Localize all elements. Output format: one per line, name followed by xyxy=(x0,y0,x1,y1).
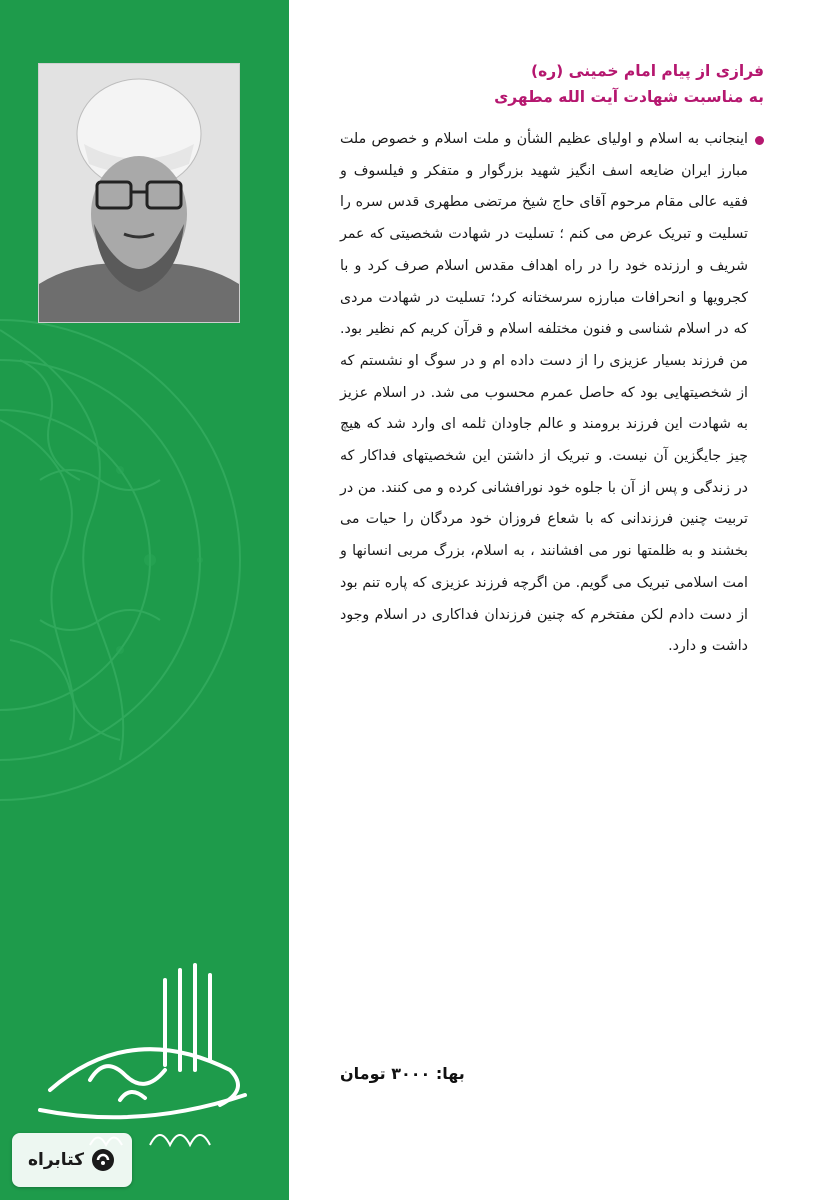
main-content xyxy=(340,58,764,663)
publisher-calligraphy-logo xyxy=(30,960,260,1160)
green-side-panel xyxy=(0,0,289,1200)
price-label: بها: ۳۰۰۰ تومان xyxy=(340,1064,465,1083)
kitabrah-watermark xyxy=(12,1133,132,1187)
bullet-icon xyxy=(755,136,764,145)
body-paragraph-block xyxy=(340,124,764,663)
page-subtitle: به مناسبت شهادت آیت الله مطهری xyxy=(494,88,764,106)
portrait-photo xyxy=(38,63,240,323)
body-paragraph: اینجانب به اسلام و اولیای عظیم الشأن و ملت اسلام و خصوص ملت مبارز ایران ضایعه اسف انگیز شهید بزرگوار و متفکر و فیلسوف و فقیه عالی مقام مرحوم آقای حاج شیخ مرتضی مطهری قدس سره را تسلیت و تبریک عرض می کنم ؛ تسلیت در شهادت شخصیتی که عمر شریف و ارزنده خود را در راه اهداف مقدس اسلام صرف کرد و با کجرویها و انحرافات مبارزه سرسختانه کرد؛ تسلیت در شهادت مردی که در اسلام شناسی و فنون مختلفه اسلام و قرآن کریم کم نظیر بود. من فرزند بسیار عزیزی را از دست داده ام و در سوگ او نشستم که از شخصیتهایی بود که حاصل عمرم محسوب می شد. در اسلام عزیز به شهادت این فرزند برومند و عالم جاودان ثلمه ای وارد شد که هیچ چیز جایگزین آن نیست. و تبریک از داشتن این شخصیتهای فداکار که در زندگی و پس از آن با جلوه خود نورافشانی کرده و می کنند. من در تربیت چنین فرزندانی که با شعاع فروزان خود مردگان را حیات می بخشند و به ظلمتها نور می افشانند ، به اسلام، بزرگ مربی انسانها و امت اسلامی تبریک می گویم. من اگرچه فرزند عزیزی که پاره تنم بود از دست دادم لکن مفتخرم که چنین فرزندان فداکاری در اسلام وجود داشت و دارد. xyxy=(340,131,748,655)
page-title: فرازی از پیام امام خمینی (ره) xyxy=(530,62,764,80)
kitabrah-logo-icon xyxy=(90,1147,116,1173)
portrait-image xyxy=(39,64,239,322)
watermark-text: کتابراه xyxy=(27,1150,85,1170)
